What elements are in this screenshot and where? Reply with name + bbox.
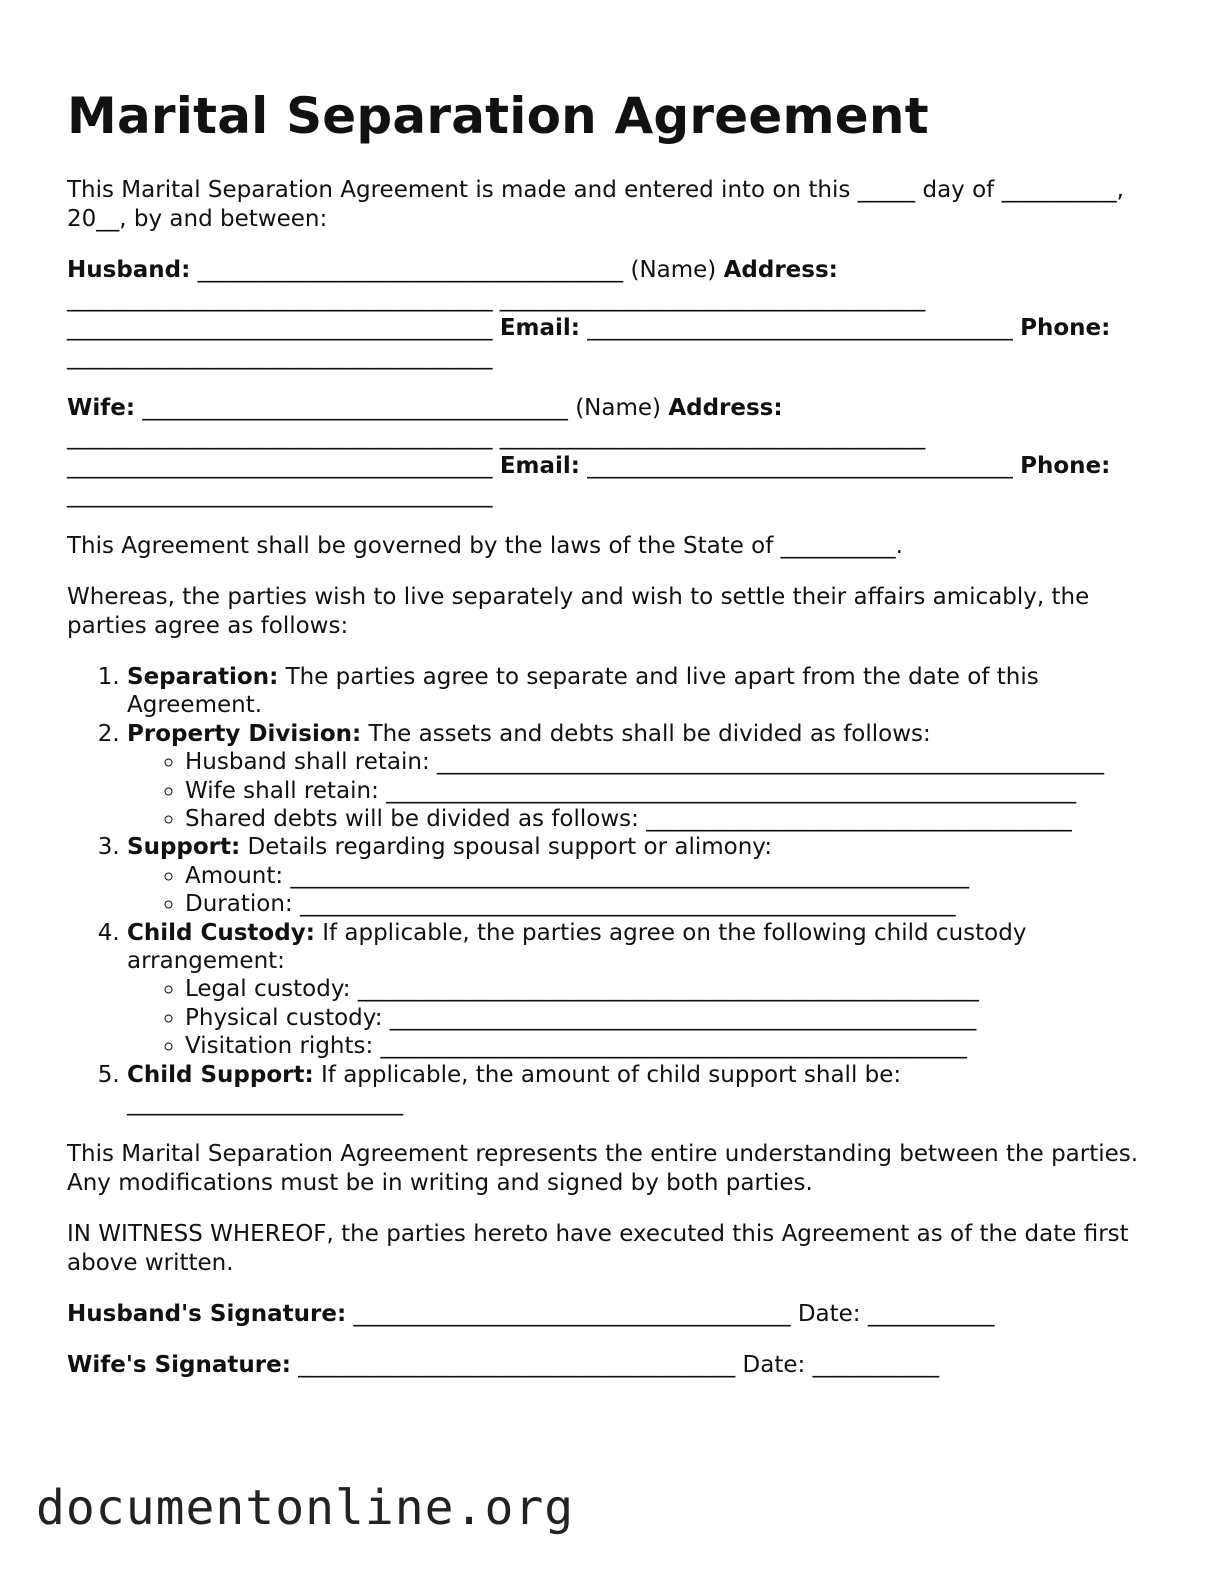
wife-signature-line — [67, 1351, 1167, 1380]
list-item: ◦ Visitation rights: ___________________________________________________ — [185, 1032, 1167, 1060]
husband-signature-line — [67, 1300, 1167, 1329]
clause-property-division — [127, 720, 1167, 834]
wife-details — [67, 394, 1167, 510]
witness-paragraph: IN WITNESS WHEREOF, the parties hereto have executed this Agreement as of the date first above written. — [67, 1220, 1129, 1276]
clause-heading: Child Support: — [127, 1061, 314, 1088]
list-item: ◦ Duration: _________________________________________________________ — [185, 890, 1167, 918]
husband-details — [67, 256, 1167, 372]
clause-heading: Child Custody: — [127, 919, 315, 946]
support-items — [127, 862, 1167, 919]
wife-email-label: Email: — [499, 453, 580, 479]
wife-name-blank: _____________________________________ — [135, 395, 576, 421]
governing-law-paragraph: This Agreement shall be governed by the laws of the State of __________. — [67, 533, 903, 559]
wife-signature-blank: ______________________________________ — [290, 1351, 743, 1378]
clause-child-custody — [127, 919, 1167, 1061]
list-item: ◦ Amount: ___________________________________________________________ — [185, 862, 1167, 890]
list-item: ◦ Husband shall retain: __________________________________________________________ — [185, 748, 1167, 776]
husband-signature-label: Husband's Signature: — [67, 1300, 347, 1327]
clause-child-support — [127, 1061, 1167, 1118]
wife-address-label: Address: — [668, 395, 783, 421]
clause-text: If applicable, the parties agree on the following child custody arrangement: — [127, 919, 1027, 975]
husband-address-label: Address: — [723, 257, 838, 283]
clauses-list — [67, 663, 1167, 1118]
husband-phone-blank: _____________________________________ — [67, 344, 493, 370]
husband-name-note: (Name) — [630, 257, 724, 283]
wife-address-blank: _____________________________________ _____________________________________ _____________________________________ — [67, 424, 926, 479]
intro-paragraph: This Marital Separation Agreement is made and entered into on this _____ day of __________, 20__, by and between: — [67, 177, 1124, 232]
clause-text: The parties agree to separate and live apart from the date of this Agreement. — [127, 664, 1039, 719]
watermark: documentonline.org — [36, 1480, 575, 1536]
clause-support — [127, 833, 1167, 918]
wife-name-note: (Name) — [575, 395, 669, 421]
custody-items — [127, 975, 1167, 1060]
clause-text: If applicable, the amount of child support shall be: ________________________ — [127, 1061, 902, 1117]
husband-email-label: Email: — [499, 315, 580, 341]
list-item: ◦ Wife shall retain: ____________________________________________________________ — [185, 777, 1167, 805]
wife-email-blank: _____________________________________ — [579, 453, 1021, 479]
husband-name-blank: _____________________________________ — [190, 257, 631, 283]
wife-phone-blank: _____________________________________ — [67, 482, 493, 508]
clause-heading: Support: — [127, 834, 241, 861]
clause-heading: Property Division: — [127, 720, 362, 747]
clause-text: The assets and debts shall be divided as follows: — [361, 720, 931, 747]
wife-signature-label: Wife's Signature: — [67, 1351, 291, 1378]
husband-label: Husband: — [67, 257, 191, 283]
property-items — [127, 748, 1167, 833]
clause-text: Details regarding spousal support or alimony: — [240, 834, 772, 861]
clause-heading: Separation: — [127, 664, 279, 690]
husband-signature-date: Date: ___________ — [797, 1300, 995, 1327]
wife-label: Wife: — [67, 395, 136, 421]
list-item: ◦ Shared debts will be divided as follows: _____________________________________ — [185, 805, 1167, 833]
husband-email-blank: _____________________________________ — [579, 315, 1021, 341]
list-item: ◦ Physical custody: ___________________________________________________ — [185, 1004, 1167, 1032]
whereas-paragraph: Whereas, the parties wish to live separately and wish to settle their affairs amicably, the parties agree as follows: — [67, 584, 1090, 639]
husband-signature-blank: ______________________________________ — [346, 1300, 798, 1327]
wife-signature-date: Date: ___________ — [742, 1351, 940, 1378]
closing-paragraph: This Marital Separation Agreement represents the entire understanding between the parties. Any modifications must be in writing and signed by both parties. — [67, 1140, 1139, 1196]
wife-phone-label: Phone: — [1020, 453, 1111, 479]
list-item: ◦ Legal custody: ______________________________________________________ — [185, 975, 1167, 1003]
document-page — [67, 88, 1167, 1380]
document-title: Marital Separation Agreement — [67, 87, 929, 145]
husband-address-blank: _____________________________________ _____________________________________ _____________________________________ — [67, 286, 926, 341]
clause-separation — [127, 663, 1167, 720]
husband-phone-label: Phone: — [1020, 315, 1111, 341]
